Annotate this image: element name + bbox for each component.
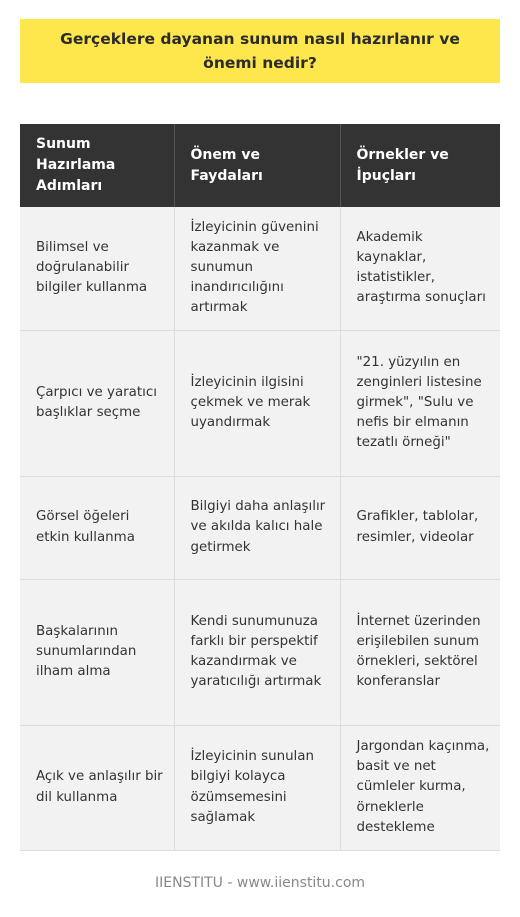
table-cell: Görsel öğeleri etkin kullanma [20, 476, 174, 579]
table-cell: Jargondan kaçınma, basit ve net cümleler kurma, örneklerle destekleme [340, 725, 500, 850]
table-cell: Bilimsel ve doğrulanabilir bilgiler kullanma [20, 207, 174, 330]
table-cell: Çarpıcı ve yaratıcı başlıklar seçme [20, 330, 174, 476]
table-row [20, 330, 500, 476]
table-row [20, 579, 500, 725]
table-cell: Başkalarının sunumlarından ilham alma [20, 579, 174, 725]
table-cell: "21. yüzyılın en zenginleri listesine girmek", "Sulu ve nefis bir elmanın tezatlı örneği" [340, 330, 500, 476]
table-cell: İnternet üzerinden erişilebilen sunum örnekleri, sektörel konferanslar [340, 579, 500, 725]
column-header-benefits: Önem ve Faydaları [174, 124, 340, 207]
table-cell: Bilgiyi daha anlaşılır ve akılda kalıcı hale getirmek [174, 476, 340, 579]
table-cell: Açık ve anlaşılır bir dil kullanma [20, 725, 174, 850]
table-header-row [20, 124, 500, 207]
table-row [20, 476, 500, 579]
info-table [20, 124, 500, 851]
column-header-steps: Sunum Hazırlama Adımları [20, 124, 174, 207]
page-title: Gerçeklere dayanan sunum nasıl hazırlanır ve önemi nedir? [60, 29, 460, 72]
table-cell: İzleyicinin güvenini kazanmak ve sunumun inandırıcılığını artırmak [174, 207, 340, 330]
table-cell: Grafikler, tablolar, resimler, videolar [340, 476, 500, 579]
title-banner [20, 19, 500, 83]
footer-credit: IIENSTITU - www.iienstitu.com [154, 875, 366, 891]
table-cell: Kendi sunumunuza farklı bir perspektif kazandırmak ve yaratıcılığı artırmak [174, 579, 340, 725]
table-row [20, 207, 500, 330]
table-cell: Akademik kaynaklar, istatistikler, araştırma sonuçları [340, 207, 500, 330]
table-cell: İzleyicinin ilgisini çekmek ve merak uyandırmak [174, 330, 340, 476]
table-cell: İzleyicinin sunulan bilgiyi kolayca özümsemesini sağlamak [174, 725, 340, 850]
column-header-examples: Örnekler ve İpuçları [340, 124, 500, 207]
table-row [20, 725, 500, 850]
